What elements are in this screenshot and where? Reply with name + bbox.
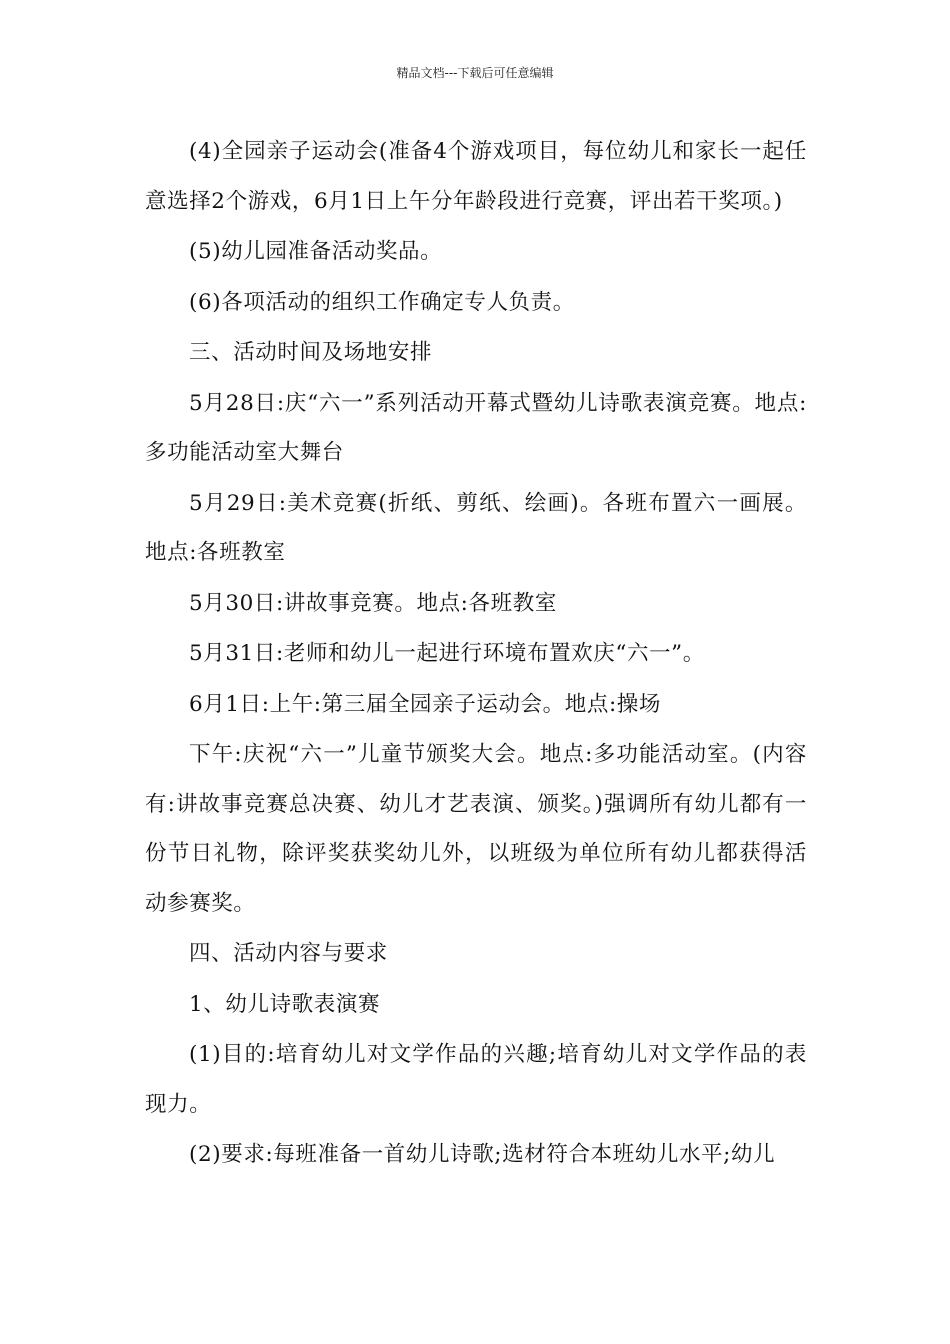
paragraph-prizes: (5)幼儿园准备活动奖品。 [189,239,443,264]
paragraph-june-1-afternoon: 下午:庆祝“六一”儿童节颁奖大会。地点:多功能活动室。(内容有:讲故事竞赛总决赛、幼儿才艺表演、颁奖。)强调所有幼儿都有一份节日礼物，除评奖获奖幼儿外，以班级为单位所有幼儿都获得活动参赛奖。 [145,742,807,916]
paragraph-may-31: 5月31日:老师和幼儿一起进行环境布置欢庆“六一”。 [189,641,705,666]
paragraph-responsibility: (6)各项活动的组织工作确定专人负责。 [189,289,575,315]
subsection-heading-poetry: 1、幼儿诗歌表演赛 [189,991,381,1017]
paragraph-poetry-requirements: (2)要求:每班准备一首幼儿诗歌;选材符合本班幼儿水平;幼儿 [189,1142,776,1167]
paragraph-may-28: 5月28日:庆“六一”系列活动开幕式暨幼儿诗歌表演竞赛。地点:多功能活动室大舞台 [145,390,807,465]
paragraph-may-30: 5月30日:讲故事竞赛。地点:各班教室 [189,590,557,616]
section-heading-schedule: 三、活动时间及场地安排 [189,340,433,365]
paragraph-poetry-goal: (1)目的:培育幼儿对文学作品的兴趣;培育幼儿对文学作品的表现力。 [145,1042,807,1117]
paragraph-june-1-morning: 6月1日:上午:第三届全园亲子运动会。地点:操场 [189,691,661,717]
page-header: 精品文档---下载后可任意编辑 [396,66,554,80]
paragraph-may-29: 5月29日:美术竞赛(折纸、剪纸、绘画)。各班布置六一画展。地点:各班教室 [145,490,807,565]
paragraph-sports-meet: (4)全园亲子运动会(准备4个游戏项目，每位幼儿和家长一起任意选择2个游戏，6月1日上午分年龄段进行竞赛，评出若干奖项。) [145,139,807,214]
document-body [145,127,807,1181]
section-heading-content: 四、活动内容与要求 [189,941,388,966]
